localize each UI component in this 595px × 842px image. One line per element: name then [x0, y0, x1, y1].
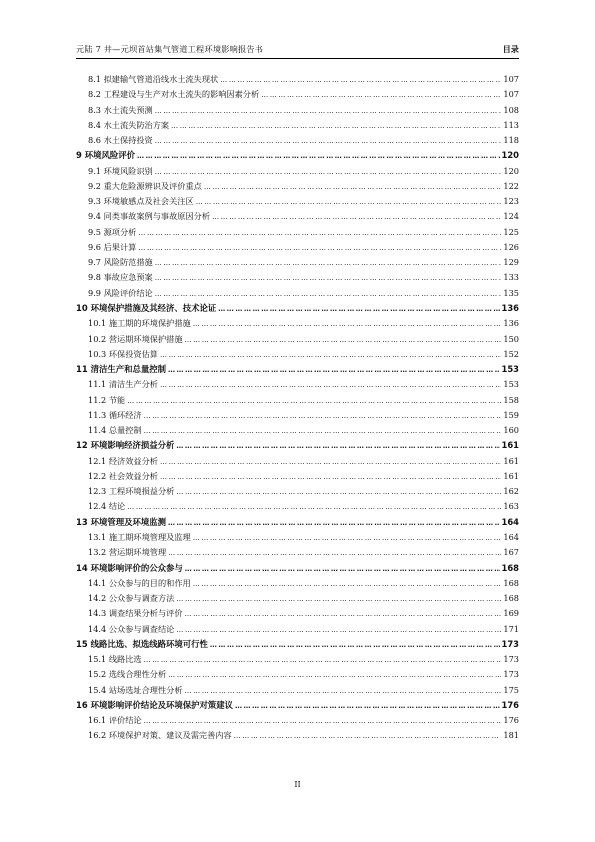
- toc-entry-page: 175: [503, 684, 519, 695]
- toc-section-entry[interactable]: [76, 347, 519, 362]
- toc-dot-leader: [144, 409, 501, 424]
- toc-entry-label: 9.6 后果计算: [88, 241, 137, 252]
- toc-section-entry[interactable]: [76, 530, 519, 545]
- toc-entry-page: 136: [501, 302, 519, 313]
- toc-entry-label: 13.1 施工期环境管理及监理: [88, 531, 191, 542]
- toc-chapter-entry[interactable]: [76, 301, 519, 316]
- toc-entry-page: 173: [501, 638, 519, 649]
- toc-section-entry[interactable]: [76, 499, 519, 514]
- toc-dot-leader: [155, 134, 501, 149]
- toc-dot-leader: [193, 317, 501, 332]
- toc-entry-label: 10.3 环保投资估算: [88, 348, 158, 359]
- toc-dot-leader: [155, 271, 501, 286]
- toc-dot-leader: [127, 500, 501, 515]
- toc-entry-page: 160: [503, 425, 519, 436]
- toc-entry-page: 120: [501, 150, 519, 161]
- toc-section-entry[interactable]: [76, 164, 519, 179]
- toc-entry-page: 164: [501, 516, 519, 527]
- toc-entry-label: 10 环境保护措施及其经济、技术论证: [76, 302, 217, 313]
- toc-entry-label: 14.4 公众参与调查结论: [88, 623, 175, 634]
- toc-entry-page: 173: [503, 669, 519, 680]
- toc-dot-leader: [160, 378, 501, 393]
- toc-dot-leader: [196, 195, 501, 210]
- toc-section-entry[interactable]: [76, 255, 519, 270]
- toc-entry-page: 159: [503, 409, 519, 420]
- toc-section-entry[interactable]: [76, 591, 519, 606]
- toc-entry-label: 12.1 经济效益分析: [88, 455, 158, 466]
- toc-section-entry[interactable]: [76, 72, 519, 87]
- toc-dot-leader: [144, 714, 501, 729]
- toc-dot-leader: [168, 516, 500, 531]
- toc-chapter-entry[interactable]: [76, 561, 519, 576]
- toc-section-entry[interactable]: [76, 713, 519, 728]
- toc-dot-leader: [144, 653, 501, 668]
- toc-dot-leader: [210, 638, 500, 653]
- toc-dot-leader: [155, 104, 501, 119]
- toc-dot-leader: [160, 470, 501, 485]
- toc-dot-leader: [137, 149, 500, 164]
- toc-dot-leader: [218, 302, 499, 317]
- toc-section-entry[interactable]: [76, 209, 519, 224]
- toc-entry-page: 152: [503, 348, 519, 359]
- toc-dot-leader: [168, 668, 501, 683]
- toc-section-entry[interactable]: [76, 728, 519, 743]
- toc-entry-page: 107: [503, 89, 519, 100]
- toc-entry-label: 14.2 公众参与调查方法: [88, 593, 175, 604]
- toc-entry-page: 168: [501, 562, 519, 573]
- table-of-contents: [76, 72, 519, 744]
- toc-dot-leader: [127, 394, 501, 409]
- toc-entry-page: 171: [503, 623, 519, 634]
- toc-section-entry[interactable]: [76, 667, 519, 682]
- toc-section-entry[interactable]: [76, 118, 519, 133]
- toc-dot-leader: [261, 88, 501, 103]
- toc-entry-label: 10.2 营运期环境保护措施: [88, 333, 183, 344]
- toc-chapter-entry[interactable]: [76, 698, 519, 713]
- toc-dot-leader: [160, 455, 501, 470]
- toc-entry-label: 16.1 评价结论: [88, 715, 142, 726]
- toc-section-entry[interactable]: [76, 454, 519, 469]
- toc-dot-leader: [234, 729, 501, 744]
- toc-section-entry[interactable]: [76, 87, 519, 102]
- toc-entry-page: 161: [501, 440, 519, 451]
- toc-entry-page: 181: [503, 730, 519, 741]
- toc-entry-label: 13 环境管理及环境监测: [76, 516, 166, 527]
- toc-entry-page: 153: [503, 379, 519, 390]
- toc-dot-leader: [155, 165, 501, 180]
- toc-section-entry[interactable]: [76, 316, 519, 331]
- toc-dot-leader: [235, 699, 500, 714]
- section-title: 目录: [502, 44, 519, 54]
- toc-entry-label: 14.3 调查结果分析与评价: [88, 608, 183, 619]
- toc-dot-leader: [193, 531, 501, 546]
- toc-entry-label: 9.5 源项分析: [88, 226, 137, 237]
- toc-entry-label: 15.2 选线合理性分析: [88, 669, 167, 680]
- toc-entry-label: 8.1 拟建输气管道沿线水土流失现状: [88, 74, 219, 84]
- toc-entry-page: 124: [503, 211, 519, 222]
- toc-section-entry[interactable]: [76, 194, 519, 209]
- toc-entry-label: 11.3 循环经济: [88, 409, 142, 420]
- toc-entry-label: 16 环境影响评价结论及环境保护对策建议: [76, 699, 233, 710]
- toc-entry-page: 135: [503, 287, 519, 298]
- toc-entry-page: 136: [503, 318, 519, 329]
- toc-entry-page: 150: [503, 333, 519, 344]
- toc-entry-page: 161: [503, 455, 519, 466]
- toc-dot-leader: [204, 180, 501, 195]
- toc-section-entry[interactable]: [76, 408, 519, 423]
- toc-chapter-entry[interactable]: [76, 148, 519, 163]
- toc-dot-leader: [168, 363, 500, 378]
- toc-entry-page: 168: [503, 577, 519, 588]
- toc-entry-label: 15.1 线路比选: [88, 654, 142, 665]
- toc-entry-page: 164: [503, 531, 519, 542]
- toc-entry-label: 11.4 总量控制: [88, 425, 142, 436]
- toc-entry-page: 167: [503, 547, 519, 558]
- toc-entry-page: 158: [503, 394, 519, 405]
- toc-entry-label: 8.2 工程建设与生产对水土流失的影响因素分析: [88, 89, 260, 100]
- toc-entry-page: 107: [503, 74, 519, 84]
- toc-dot-leader: [171, 119, 501, 134]
- toc-entry-label: 11.1 清洁生产分析: [88, 379, 158, 390]
- toc-section-entry[interactable]: [76, 484, 519, 499]
- toc-dot-leader: [176, 485, 501, 500]
- toc-dot-leader: [160, 348, 501, 363]
- toc-dot-leader: [176, 439, 499, 454]
- toc-section-entry[interactable]: [76, 469, 519, 484]
- toc-entry-page: 123: [503, 196, 519, 207]
- toc-dot-leader: [193, 577, 501, 592]
- toc-entry-label: 10.1 施工期的环境保护措施: [88, 318, 191, 329]
- toc-dot-leader: [185, 684, 501, 699]
- toc-section-entry[interactable]: [76, 606, 519, 621]
- toc-dot-leader: [220, 73, 501, 88]
- toc-dot-leader: [176, 623, 501, 638]
- toc-entry-label: 11 清洁生产和总量控制: [76, 364, 166, 375]
- toc-entry-label: 15.4 站场选址合理性分析: [88, 684, 183, 695]
- toc-chapter-entry[interactable]: [76, 637, 519, 652]
- toc-section-entry[interactable]: [76, 377, 519, 392]
- page-number: II: [294, 780, 301, 789]
- page-header: [76, 44, 519, 59]
- toc-entry-page: 113: [503, 119, 519, 130]
- toc-entry-page: 153: [501, 364, 519, 375]
- toc-section-entry[interactable]: [76, 225, 519, 240]
- toc-entry-label: 9.4 同类事故案例与事故原因分析: [88, 211, 211, 222]
- toc-section-entry[interactable]: [76, 545, 519, 560]
- toc-section-entry[interactable]: [76, 179, 519, 194]
- toc-section-entry[interactable]: [76, 652, 519, 667]
- toc-section-entry[interactable]: [76, 576, 519, 591]
- toc-entry-label: 14 环境影响评价的公众参与: [76, 562, 183, 573]
- toc-entry-page: 176: [501, 699, 519, 710]
- toc-section-entry[interactable]: [76, 683, 519, 698]
- toc-dot-leader: [185, 607, 501, 622]
- toc-section-entry[interactable]: [76, 133, 519, 148]
- toc-section-entry[interactable]: [76, 286, 519, 301]
- toc-entry-label: 9.7 风险防范措施: [88, 257, 153, 268]
- toc-dot-leader: [138, 226, 501, 241]
- toc-entry-label: 9.3 环境敏感点及社会关注区: [88, 196, 194, 207]
- toc-entry-page: 122: [503, 180, 519, 191]
- toc-entry-label: 8.6 水土保持投资: [88, 135, 153, 146]
- toc-entry-label: 9.1 环境风险识别: [88, 165, 153, 176]
- toc-section-entry[interactable]: [76, 240, 519, 255]
- toc-entry-label: 8.4 水土流失防治方案: [88, 119, 170, 130]
- toc-dot-leader: [185, 562, 500, 577]
- toc-entry-page: 133: [503, 272, 519, 283]
- toc-dot-leader: [185, 333, 501, 348]
- document-title: 元陆 7 井—元坝首站集气管道工程环境影响报告书: [76, 44, 264, 54]
- toc-entry-label: 12.4 结论: [88, 501, 126, 512]
- toc-entry-page: 129: [503, 257, 519, 268]
- toc-entry-page: 161: [503, 470, 519, 481]
- toc-dot-leader: [212, 210, 501, 225]
- toc-chapter-entry[interactable]: [76, 362, 519, 377]
- toc-dot-leader: [176, 592, 501, 607]
- toc-entry-label: 13.2 营运期环境管理: [88, 547, 167, 558]
- toc-dot-leader: [155, 287, 501, 302]
- toc-entry-label: 12.3 工程环境损益分析: [88, 486, 175, 497]
- toc-entry-page: 118: [503, 135, 519, 146]
- toc-entry-page: 120: [503, 165, 519, 176]
- toc-section-entry[interactable]: [76, 103, 519, 118]
- toc-section-entry[interactable]: [76, 393, 519, 408]
- toc-dot-leader: [155, 256, 501, 271]
- toc-section-entry[interactable]: [76, 423, 519, 438]
- toc-dot-leader: [168, 546, 501, 561]
- toc-section-entry[interactable]: [76, 270, 519, 285]
- toc-dot-leader: [144, 424, 501, 439]
- toc-dot-leader: [138, 241, 501, 256]
- toc-entry-label: 8.3 水土流失预测: [88, 104, 153, 115]
- toc-entry-label: 12.2 社会效益分析: [88, 470, 158, 481]
- toc-section-entry[interactable]: [76, 332, 519, 347]
- toc-entry-page: 176: [503, 715, 519, 726]
- toc-entry-label: 9.9 风险评价结论: [88, 287, 153, 298]
- toc-entry-page: 125: [503, 226, 519, 237]
- toc-entry-label: 14.1 公众参与的目的和作用: [88, 577, 191, 588]
- toc-entry-label: 9.8 事故应急预案: [88, 272, 153, 283]
- toc-chapter-entry[interactable]: [76, 515, 519, 530]
- toc-entry-label: 16.2 环境保护对策、建议及需完善内容: [88, 730, 232, 741]
- toc-entry-page: 162: [503, 486, 519, 497]
- toc-entry-label: 15 线路比选、拟选线路环境可行性: [76, 638, 208, 649]
- toc-entry-label: 9.2 重大危险源辨识及评价重点: [88, 180, 202, 191]
- toc-entry-page: 169: [503, 608, 519, 619]
- toc-entry-page: 168: [503, 593, 519, 604]
- toc-chapter-entry[interactable]: [76, 438, 519, 453]
- toc-entry-label: 12 环境影响经济损益分析: [76, 440, 175, 451]
- toc-entry-label: 11.2 节能: [88, 394, 126, 405]
- toc-entry-page: 126: [503, 241, 519, 252]
- toc-entry-page: 163: [503, 501, 519, 512]
- toc-section-entry[interactable]: [76, 622, 519, 637]
- toc-entry-page: 108: [503, 104, 519, 115]
- toc-entry-page: 173: [503, 654, 519, 665]
- toc-entry-label: 9 环境风险评价: [76, 150, 135, 161]
